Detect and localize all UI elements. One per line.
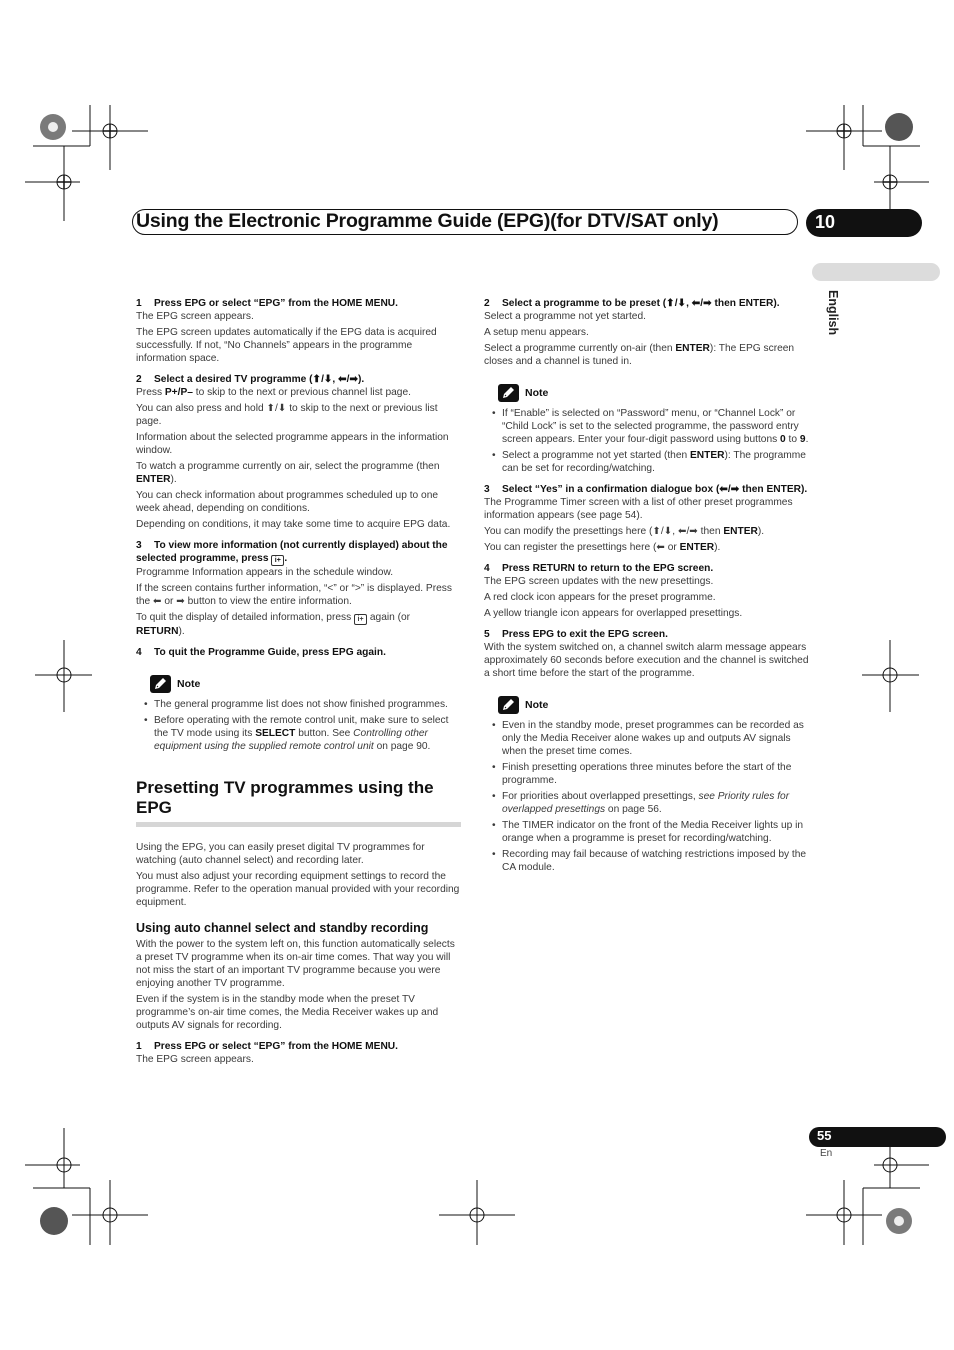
step-heading: 2 Select a programme to be preset (⬆/⬇, ⬅/➡ then ENTER). bbox=[484, 298, 780, 309]
language-tab bbox=[812, 263, 940, 281]
paragraph: Programme Information appears in the schedule window. bbox=[136, 567, 394, 578]
step-heading: 3 Select “Yes” in a confirmation dialogue box (⬅/➡ then ENTER). bbox=[484, 484, 808, 495]
list-item: • The general programme list does not show finished programmes. bbox=[144, 698, 461, 711]
paragraph: Using the EPG, you can easily preset digital TV programmes for watching (auto channel select) and recording later. bbox=[136, 842, 425, 866]
list-item: • For priorities about overlapped presettings, see Priority rules for overlapped presettings on page 56. bbox=[492, 790, 809, 816]
left-column bbox=[136, 297, 461, 1069]
list-item: • Finish presetting operations three minutes before the start of the programme. bbox=[492, 761, 809, 787]
paragraph: The EPG screen appears. bbox=[136, 1054, 254, 1065]
step-heading: 2 Select a desired TV programme (⬆/⬇, ⬅/➡). bbox=[136, 374, 365, 385]
paragraph: Select a programme not yet started. bbox=[484, 311, 646, 322]
paragraph: Even if the system is in the standby mode when the preset TV programme’s on-air time comes, the Media Receiver wakes up and outputs AV signals for recording. bbox=[136, 994, 439, 1031]
paragraph: You must also adjust your recording equipment settings to record the programme. Refer to the operation manual provided with your recording equipment. bbox=[136, 871, 460, 908]
paragraph: Press P+/P– to skip to the next or previous channel list page. bbox=[136, 387, 411, 398]
list-item: • Even in the standby mode, preset programmes can be recorded as only the Media Receiver alone wakes up and outputs AV signals when the preset time comes. bbox=[492, 719, 809, 758]
language-label: English bbox=[826, 290, 840, 336]
note-list bbox=[492, 407, 809, 475]
paragraph: You can also press and hold ⬆/⬇ to skip to the next or previous list page. bbox=[136, 403, 438, 427]
paragraph: With the system switched on, a channel switch alarm message appears approximately 60 seconds before execution and the channel is switched a short time before the start of the programme. bbox=[484, 642, 809, 679]
paragraph: You can modify the presettings here (⬆/⬇, ⬅/➡ then ENTER). bbox=[484, 526, 765, 537]
step-heading: 4 To quit the Programme Guide, press EPG again. bbox=[136, 647, 386, 658]
note-pencil-icon bbox=[498, 384, 519, 402]
step-heading: 5 Press EPG to exit the EPG screen. bbox=[484, 629, 668, 640]
step-heading: 1 Press EPG or select “EPG” from the HOME MENU. bbox=[136, 298, 398, 309]
subsection-title: Using auto channel select and standby recording bbox=[136, 921, 429, 935]
paragraph: Select a programme currently on-air (then ENTER): The EPG screen closes and a channel is tuned in. bbox=[484, 343, 795, 367]
note-pencil-icon bbox=[498, 696, 519, 714]
info-plus-icon: i+ bbox=[271, 555, 284, 566]
page-language: En bbox=[820, 1148, 833, 1159]
paragraph: A yellow triangle icon appears for overlapped presettings. bbox=[484, 608, 743, 619]
paragraph: The EPG screen updates with the new presettings. bbox=[484, 576, 714, 587]
paragraph: You can register the presettings here (⬅ or ENTER). bbox=[484, 542, 721, 553]
paragraph: You can check information about programmes scheduled up to one week ahead, depending on conditions. bbox=[136, 490, 439, 514]
note-heading: Note bbox=[498, 384, 809, 402]
step-heading: 4 Press RETURN to return to the EPG screen. bbox=[484, 563, 714, 574]
list-item: • The TIMER indicator on the front of the Media Receiver lights up in orange when a programme is preset for recording/watching. bbox=[492, 819, 809, 845]
info-plus-icon: i+ bbox=[354, 614, 367, 625]
right-column bbox=[484, 297, 809, 877]
note-pencil-icon bbox=[150, 675, 171, 693]
list-item: • Before operating with the remote control unit, make sure to select the TV mode using its SELECT button. See Controlling other equipment using the supplied remote control unit on page 90. bbox=[144, 714, 461, 753]
page-number: 55 bbox=[809, 1127, 946, 1147]
paragraph: If the screen contains further information, “<” or “>” is displayed. Press the ⬅ or ➡ button to view the entire information. bbox=[136, 583, 452, 607]
paragraph: The EPG screen appears. bbox=[136, 311, 254, 322]
paragraph: With the power to the system left on, this function automatically selects a preset TV programme when its on-air time comes. That way you will not miss the start of an important TV programme because you were enjoying another TV programme. bbox=[136, 939, 455, 989]
step-heading: 1 Press EPG or select “EPG” from the HOME MENU. bbox=[136, 1041, 398, 1052]
list-item: • Select a programme not yet started (then ENTER): The programme can be set for recording/watching. bbox=[492, 449, 809, 475]
list-item: • Recording may fail because of watching restrictions imposed by the CA module. bbox=[492, 848, 809, 874]
note-list bbox=[492, 719, 809, 874]
paragraph: The EPG screen updates automatically if the EPG data is acquired successfully. If not, “No Channels” appears in the programme information space. bbox=[136, 327, 437, 364]
list-item: • If “Enable” is selected on “Password” menu, or “Channel Lock” or “Child Lock” is set to the selected programme, the password entry screen appears. Enter your four-digit password using buttons 0 to 9. bbox=[492, 407, 809, 446]
paragraph: To watch a programme currently on air, select the programme (then ENTER). bbox=[136, 461, 440, 485]
paragraph: To quit the display of detailed information, press i+ again (or RETURN). bbox=[136, 612, 411, 637]
paragraph: The Programme Timer screen with a list of other preset programmes information appears (see page 54). bbox=[484, 497, 793, 521]
note-list bbox=[144, 698, 461, 753]
step-heading: 3 To view more information (not currently displayed) about the selected programme, press i+ . bbox=[136, 540, 448, 564]
note-heading: Note bbox=[150, 675, 461, 693]
paragraph: Depending on conditions, it may take some time to acquire EPG data. bbox=[136, 519, 451, 530]
section-title: Presetting TV programmes using the EPG bbox=[136, 778, 461, 827]
page-title: Using the Electronic Programme Guide (EPG)(for DTV/SAT only) bbox=[136, 210, 719, 232]
paragraph: A setup menu appears. bbox=[484, 327, 589, 338]
paragraph: Information about the selected programme appears in the information window. bbox=[136, 432, 449, 456]
note-heading: Note bbox=[498, 696, 809, 714]
paragraph: A red clock icon appears for the preset programme. bbox=[484, 592, 716, 603]
chapter-number: 10 bbox=[806, 209, 922, 237]
